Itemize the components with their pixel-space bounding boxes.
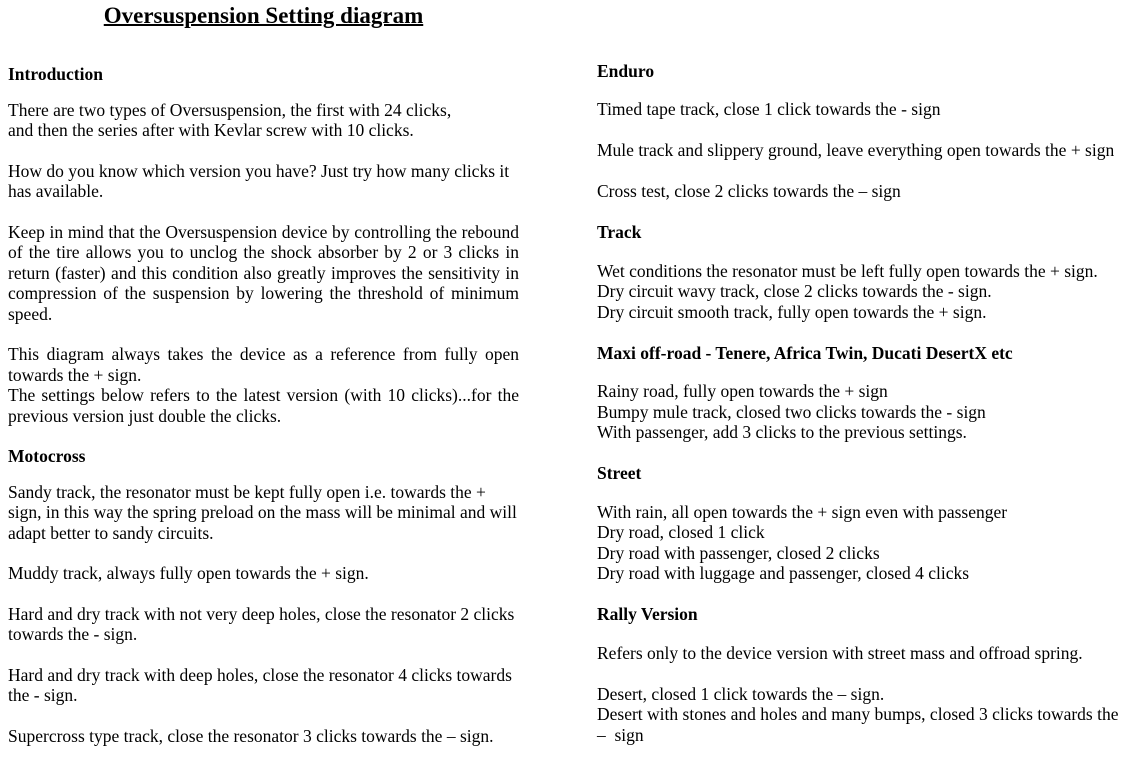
text-line: Sandy track, the resonator must be kept fully open i.e. towards the + [8, 481, 486, 502]
paragraph-hard-and-dry-track-with-not-very-deep-ho [8, 604, 519, 645]
text-line: The settings below refers to the latest version (with 10 clicks)...for the [8, 385, 519, 405]
paragraph-sandy-track-the-resonator-must-be-kept-f [8, 482, 519, 544]
text-line: Wet conditions the resonator must be left fully open towards the + sign. [597, 260, 1098, 281]
text-line: Timed tape track, close 1 click towards the - sign [597, 99, 941, 119]
text-line: With passenger, add 3 clicks to the previous settings. [597, 422, 967, 442]
text-line: Muddy track, always fully open towards the + sign. [8, 563, 369, 583]
text-line: has available. [8, 181, 104, 201]
text-line: There are two types of Oversuspension, the first with 24 clicks, [8, 99, 452, 120]
text-line: of the tire allows you to unclog the shock absorber by 2 or 3 clicks in [8, 242, 519, 262]
text-line: and then the series after with Kevlar screw with 10 clicks. [8, 120, 414, 140]
text-line: Dry circuit wavy track, close 2 clicks towards the - sign. [597, 281, 992, 301]
text-line: Cross test, close 2 clicks towards the – sign [597, 181, 901, 201]
page-title: Oversuspension Setting diagram [103, 3, 424, 28]
text-line: previous version just double the clicks. [8, 405, 282, 426]
paragraph-refers-only-to-the-device-version-with-s [597, 643, 1123, 664]
paragraph-cross-test-close-2-clicks-towards-the-si [597, 181, 1123, 202]
section-heading-motocross [8, 446, 519, 467]
text-line: Desert with stones and holes and many bumps, closed 3 clicks towards the [597, 704, 1119, 724]
section-heading-street [597, 463, 1123, 484]
text-line: Motocross [8, 446, 86, 466]
text-line: adapt better to sandy circuits. [8, 522, 214, 543]
right-column-content [597, 61, 1123, 746]
text-line: Maxi off-road - Tenere, Africa Twin, Ducati DesertX etc [597, 342, 1013, 363]
text-line: How do you know which version you have? Just try how many clicks it [8, 160, 510, 181]
paragraph-keep-in-mind-that-the-oversuspension-dev [8, 222, 519, 325]
column-right [597, 0, 1123, 766]
text-line: sign, in this way the spring preload on the mass will be minimal and will [8, 502, 517, 522]
left-column-content [8, 64, 519, 746]
text-line: Bumpy mule track, closed two clicks towards the - sign [597, 401, 986, 422]
section-heading-maxi-off-road-tenere-africa-twin-ducati- [597, 343, 1123, 364]
text-line: towards the - sign. [8, 624, 138, 644]
paragraph-with-rain-all-open-towards-the-sign-even [597, 502, 1123, 584]
text-line: compression of the suspension by lowering the threshold of minimum [8, 283, 519, 303]
text-line: With rain, all open towards the + sign even with passenger [597, 501, 1008, 522]
section-heading-rally-version [597, 604, 1123, 625]
text-line: Supercross type track, close the resonator 3 clicks towards the – sign. [8, 725, 494, 746]
text-line: Refers only to the device version with street mass and offroad spring. [597, 642, 1083, 663]
paragraph-mule-track-and-slippery-ground-leave-eve [597, 140, 1123, 161]
text-line: Rally Version [597, 604, 698, 624]
text-line: return (faster) and this condition also greatly improves the sensitivity in [8, 262, 519, 283]
paragraph-rainy-road-fully-open-towards-the-sign [597, 381, 1123, 443]
text-line: Introduction [8, 64, 103, 84]
text-line: Rainy road, fully open towards the + sign [597, 381, 888, 401]
text-line: Dry road, closed 1 click [597, 522, 765, 542]
section-heading-track [597, 222, 1123, 243]
text-line: Dry road with passenger, closed 2 clicks [597, 542, 880, 563]
text-line: Enduro [597, 60, 655, 81]
paragraph-how-do-you-know-which-version-you-have-j [8, 161, 519, 202]
text-line: Mule track and slippery ground, leave everything open towards the + sign [597, 140, 1115, 160]
text-line: the - sign. [8, 685, 78, 705]
text-line: – sign [597, 724, 644, 745]
section-heading-introduction [8, 64, 519, 85]
section-heading-enduro [597, 61, 1123, 82]
column-left [8, 0, 519, 766]
text-line: This diagram always takes the device as a reference from fully open [8, 344, 519, 364]
text-line: towards the + sign. [8, 364, 142, 385]
paragraph-hard-and-dry-track-with-deep-holes-close [8, 665, 519, 706]
text-line: Hard and dry track with deep holes, close the resonator 4 clicks towards [8, 664, 512, 685]
text-line: Hard and dry track with not very deep holes, close the resonator 2 clicks [8, 603, 515, 624]
text-line: Street [597, 463, 642, 483]
paragraph-timed-tape-track-close-1-click-towards-t [597, 99, 1123, 120]
paragraph-desert-closed-1-click-towards-the-sign [597, 684, 1123, 746]
paragraph-muddy-track-always-fully-open-towards-th [8, 563, 519, 584]
paragraph-wet-conditions-the-resonator-must-be-lef [597, 261, 1123, 323]
paragraph-this-diagram-always-takes-the-device-as- [8, 344, 519, 426]
paragraph-there-are-two-types-of-oversuspension-th [8, 100, 519, 141]
text-line: Desert, closed 1 click towards the – sign. [597, 683, 885, 704]
text-line: Dry circuit smooth track, fully open towards the + sign. [597, 301, 987, 322]
text-line: speed. [8, 303, 53, 324]
text-line: Dry road with luggage and passenger, closed 4 clicks [597, 563, 970, 583]
text-line: Keep in mind that the Oversuspension device by controlling the rebound [8, 221, 519, 242]
text-line: Track [597, 222, 642, 242]
